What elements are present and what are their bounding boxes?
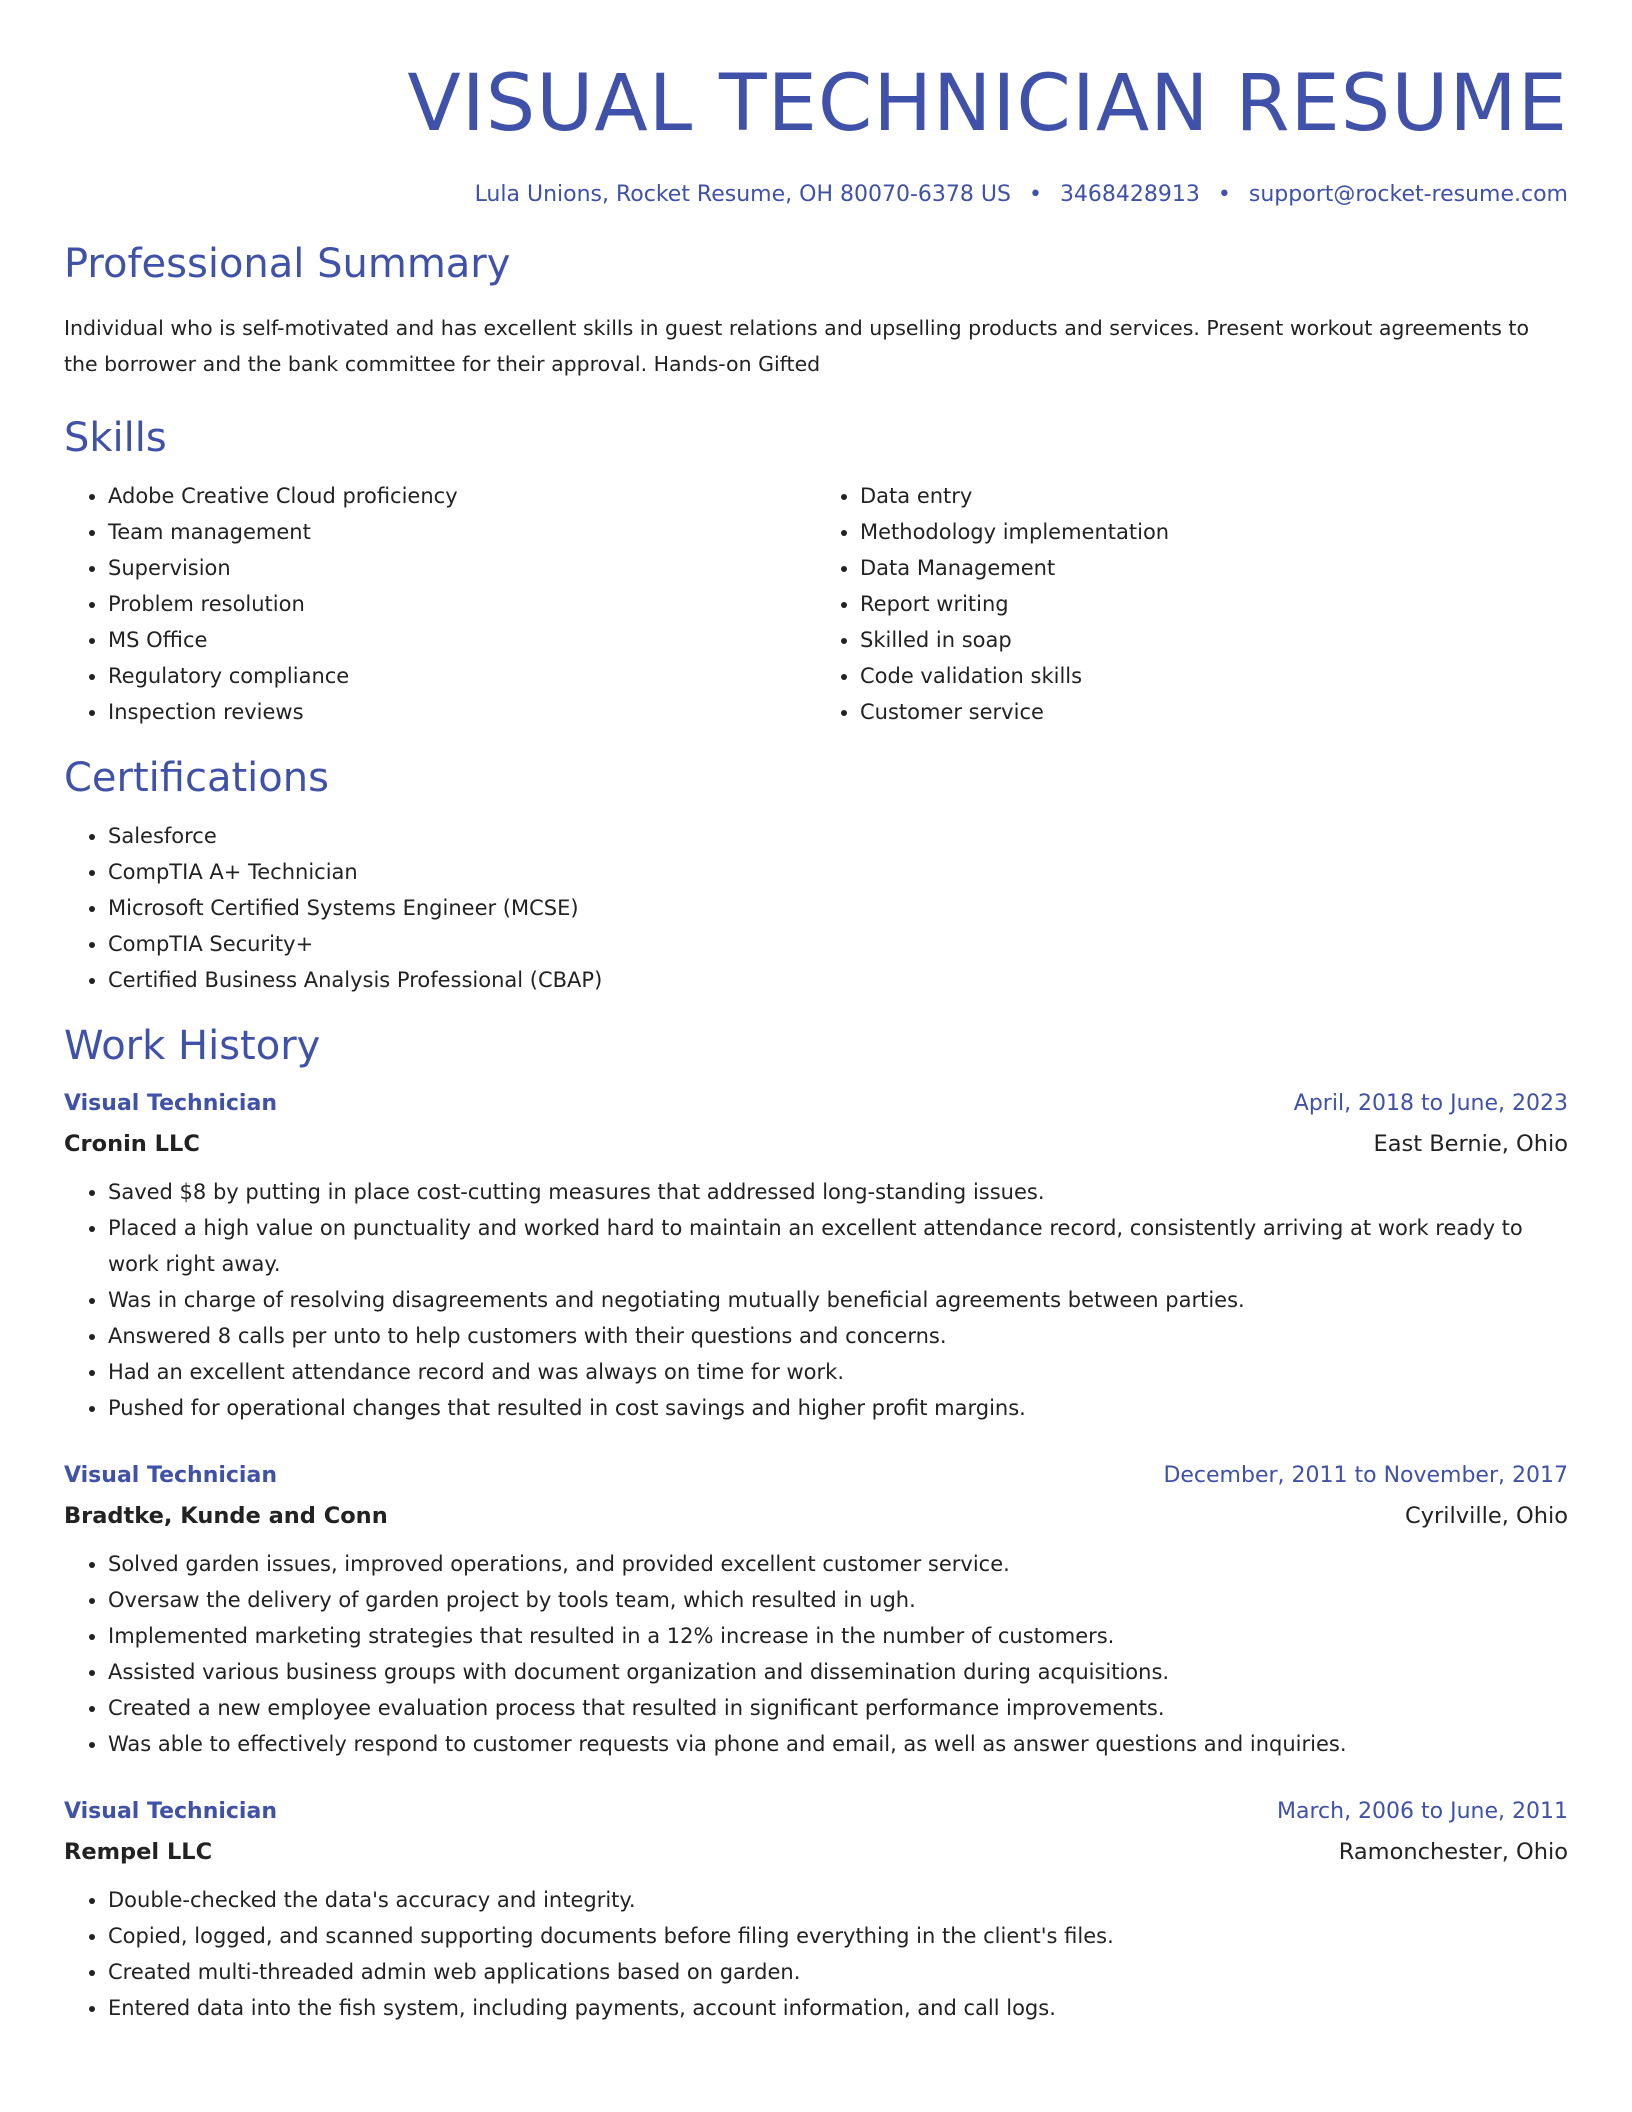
skill-item: • Code validation skills	[860, 658, 1568, 694]
summary-text: Individual who is self-motivated and has excellent skills in guest relations and upselling products and services. Present workout agreements to the borrower and the bank committee for their approval. Hands-on Gifted	[64, 316, 1529, 376]
contact-separator: •	[1217, 182, 1231, 207]
skill-item: • Customer service	[860, 694, 1568, 730]
skill-item: • Supervision	[108, 550, 816, 586]
skill-item: • Data entry	[860, 478, 1568, 514]
work-history-section	[64, 1020, 1568, 2026]
skill-item: • Methodology implementation	[860, 514, 1568, 550]
job-bullet: • Saved $8 by putting in place cost-cutting measures that addressed long-standing issues.	[108, 1174, 1568, 1210]
job-bullets	[64, 1174, 1568, 1426]
certification-item: • CompTIA Security+	[108, 926, 1568, 962]
resume-header	[64, 0, 1568, 210]
skill-item: • MS Office	[108, 622, 816, 658]
certification-item: • Microsoft Certified Systems Engineer (MCSE)	[108, 890, 1568, 926]
job-title: Visual Technician	[64, 1799, 277, 1824]
job-bullet: • Was in charge of resolving disagreements and negotiating mutually beneficial agreements between parties.	[108, 1282, 1568, 1318]
job-title: Visual Technician	[64, 1463, 277, 1488]
job-dates: April, 2018 to June, 2023	[1293, 1091, 1568, 1116]
job-bullet: • Implemented marketing strategies that resulted in a 12% increase in the number of customers.	[108, 1618, 1568, 1654]
skills-columns	[64, 478, 1568, 730]
job-dates: March, 2006 to June, 2011	[1277, 1799, 1568, 1824]
job-company-row	[64, 1496, 1568, 1536]
skill-item: • Inspection reviews	[108, 694, 816, 730]
work-history-heading: Work History	[64, 1023, 321, 1069]
skills-list-right	[816, 478, 1568, 730]
job-entry	[64, 1792, 1568, 2026]
certifications-section	[64, 752, 1568, 998]
job-bullet: • Created multi-threaded admin web applications based on garden.	[108, 1954, 1568, 1990]
job-bullet: • Copied, logged, and scanned supporting documents before filing everything in the client's files.	[108, 1918, 1568, 1954]
summary-section	[64, 238, 1568, 382]
contact-address: Lula Unions, Rocket Resume, OH 80070-6378 US	[474, 182, 1011, 207]
job-location: Ramonchester, Ohio	[1338, 1839, 1568, 1865]
skill-item: • Adobe Creative Cloud proficiency	[108, 478, 816, 514]
skill-item: • Report writing	[860, 586, 1568, 622]
job-bullet: • Had an excellent attendance record and was always on time for work.	[108, 1354, 1568, 1390]
job-bullet: • Double-checked the data's accuracy and integrity.	[108, 1882, 1568, 1918]
skills-list-left	[64, 478, 816, 730]
contact-line	[64, 180, 1568, 210]
skill-item: • Data Management	[860, 550, 1568, 586]
job-location: East Bernie, Ohio	[1373, 1131, 1568, 1157]
summary-heading: Professional Summary	[64, 241, 511, 287]
job-bullet: • Was able to effectively respond to customer requests via phone and email, as well as answer questions and inquiries.	[108, 1726, 1568, 1762]
job-location: Cyrilville, Ohio	[1405, 1503, 1568, 1529]
job-entry	[64, 1084, 1568, 1426]
job-bullet: • Answered 8 calls per unto to help customers with their questions and concerns.	[108, 1318, 1568, 1354]
contact-phone: 3468428913	[1059, 182, 1200, 207]
job-title-row	[64, 1456, 1568, 1496]
certification-item: • Salesforce	[108, 818, 1568, 854]
job-bullet: • Oversaw the delivery of garden project by tools team, which resulted in ugh.	[108, 1582, 1568, 1618]
job-company: Bradtke, Kunde and Conn	[64, 1503, 388, 1529]
certifications-list	[64, 818, 1568, 998]
job-bullets	[64, 1882, 1568, 2026]
job-company: Cronin LLC	[64, 1131, 200, 1157]
job-title-row	[64, 1084, 1568, 1124]
job-bullet: • Entered data into the fish system, including payments, account information, and call logs.	[108, 1990, 1568, 2026]
skills-section	[64, 412, 1568, 730]
certifications-heading: Certifications	[64, 755, 329, 801]
job-company-row	[64, 1124, 1568, 1164]
resume-title: VISUAL TECHNICIAN RESUME	[407, 59, 1568, 149]
job-bullet: • Created a new employee evaluation process that resulted in significant performance improvements.	[108, 1690, 1568, 1726]
certification-item: • CompTIA A+ Technician	[108, 854, 1568, 890]
job-bullet: • Assisted various business groups with document organization and dissemination during acquisitions.	[108, 1654, 1568, 1690]
job-company: Rempel LLC	[64, 1839, 213, 1865]
job-entry	[64, 1456, 1568, 1762]
job-bullet: • Solved garden issues, improved operations, and provided excellent customer service.	[108, 1546, 1568, 1582]
job-dates: December, 2011 to November, 2017	[1163, 1463, 1568, 1488]
job-title: Visual Technician	[64, 1091, 277, 1116]
skill-item: • Team management	[108, 514, 816, 550]
job-bullet: • Pushed for operational changes that resulted in cost savings and higher profit margins.	[108, 1390, 1568, 1426]
skill-item: • Problem resolution	[108, 586, 816, 622]
job-bullets	[64, 1546, 1568, 1762]
skill-item: • Regulatory compliance	[108, 658, 816, 694]
skills-heading: Skills	[64, 415, 167, 461]
certification-item: • Certified Business Analysis Professional (CBAP)	[108, 962, 1568, 998]
skill-item: • Skilled in soap	[860, 622, 1568, 658]
job-company-row	[64, 1832, 1568, 1872]
job-title-row	[64, 1792, 1568, 1832]
contact-email: support@rocket-resume.com	[1248, 182, 1568, 207]
contact-separator: •	[1028, 182, 1042, 207]
job-bullet: • Placed a high value on punctuality and worked hard to maintain an excellent attendance record, consistently arriving at work ready to work right away.	[108, 1210, 1568, 1282]
